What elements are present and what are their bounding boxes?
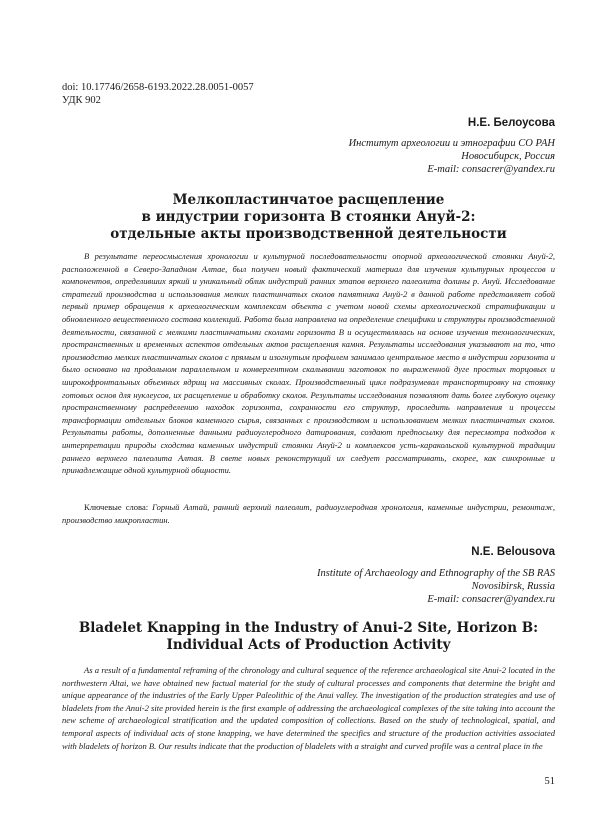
doi: doi: 10.17746/2658-6193.2022.28.0051-0057: [62, 82, 254, 93]
abstract-ru: В результате переосмысления хронологии и культурной последовательности опорной археологической стоянки Ануй-2, расположенной в Северо-Западном Алтае, был получен новый фактический материал для изучения культурных процессов и компонентов, определивших яркий и уникальный облик индустрий ранних этапов верхнего палеолита долины р. Ануй. Исследование стратегий производства и использования мелких пластинчатых сколов памятника Ануй-2 в данной работе представляет собой первый пример обращения к археологическим комплексам объекта с учетом новой схемы археологической стратификации и обновленного вещественного состава коллекций. Работа была направлена на определение специфики и структуры производственной деятельности, связанной с мелкими пластинчатыми сколами горизонта В и осуществлялась на основе изучения технологических, пространственных и временных аспектов отдельных актов расщепления камня. Результаты исследования указывают на то, что производство мелких пластинчатых сколов с прямым и изогнутым профилем занимало центральное место в индустрии горизонта и было основано на продольном параллельном и конвергентном скалывании заготовок по выраженной дуге простых торцовых и широкофронтальных объемных ядрищ на массивных сколах. Производственный цикл подразумевал транспортировку на стоянку готовых основ для нуклеусов, их расщепление и обработку сколов. Результаты исследования позволяют дать более глубокую оценку пространственному распределению находок горизонта, сохранности его структур, проследить направления и процессы трансформации отдельных блоков каменного сырья, связанных с производством и использованием мелких пластинчатых сколов. Результаты работы, дополненные данными радиоуглеродного датирования, создают предпосылку для пересмотра подходов к интерпретации природы сходства каменных индустрий стоянки Ануй-2 и комплексов усть-каракольской культурной традиции раннего верхнего палеолита Алтая. В свете новых реконструкций их следует рассматривать, скорее, как синхронные и принадлежащие одной культурной общности.: [62, 251, 555, 476]
title-ru-line: отдельные акты производственной деятельности: [110, 226, 507, 242]
institution-ru: Институт археологии и этнографии СО РАН: [348, 138, 555, 149]
title-ru-line: в индустрии горизонта В стоянки Ануй-2:: [141, 209, 476, 225]
institution-en: Institute of Archaeology and Ethnography of the SB RAS: [317, 568, 555, 579]
udk: УДК 902: [62, 95, 101, 106]
title-ru: [62, 192, 555, 243]
city-ru: Новосибирск, Россия: [461, 151, 555, 162]
affiliation-en: [317, 567, 555, 606]
title-en-line: Individual Acts of Production Activity: [166, 637, 451, 653]
keywords-ru: [62, 501, 555, 526]
keywords-label: Ключевые слова:: [84, 502, 149, 512]
title-en: [62, 620, 555, 654]
city-en: Novosibirsk, Russia: [471, 581, 555, 592]
page-number: 51: [544, 776, 555, 787]
keywords-text: Горный Алтай, ранний верхний палеолит, радиоуглеродная хронология, каменные индустрии, ремонтаж, производство микропластин.: [62, 502, 556, 525]
title-ru-line: Мелкопластинчатое расщепление: [172, 192, 445, 208]
article-meta: [62, 81, 254, 107]
email-en: E-mail: consacrer@yandex.ru: [427, 594, 555, 605]
title-en-line: Bladelet Knapping in the Industry of Anui-2 Site, Horizon B:: [78, 620, 539, 636]
affiliation-ru: [349, 137, 555, 176]
abstract-en: As a result of a fundamental reframing of the chronology and cultural sequence of the reference archaeological site Anui-2 located in the northwestern Altai, we have obtained new factual material for the study of cultural processes and components that determine the bright and unique appearance of the industries of the Early Upper Paleolithic of the Anui valley. The investigation of the production strategies and use of bladelets from the Anui-2 site provided herein is the first example of addressing the archaeological complexes of the site taking into account the new scheme of archaeological stratification and the updated composition of collections. Based on the study of technological, spatial, and temporal aspects of individual acts of stone knapping, we have determined the specifics and structure of the production activities associated with bladelets of horizon B. Our results indicate that the production of bladelets with a straight and curved profile was a central place in the: [62, 665, 555, 751]
email-ru: E-mail: consacrer@yandex.ru: [427, 164, 555, 175]
author-en: N.E. Belousova: [471, 546, 555, 558]
author-ru: Н.Е. Белоусова: [467, 117, 555, 129]
